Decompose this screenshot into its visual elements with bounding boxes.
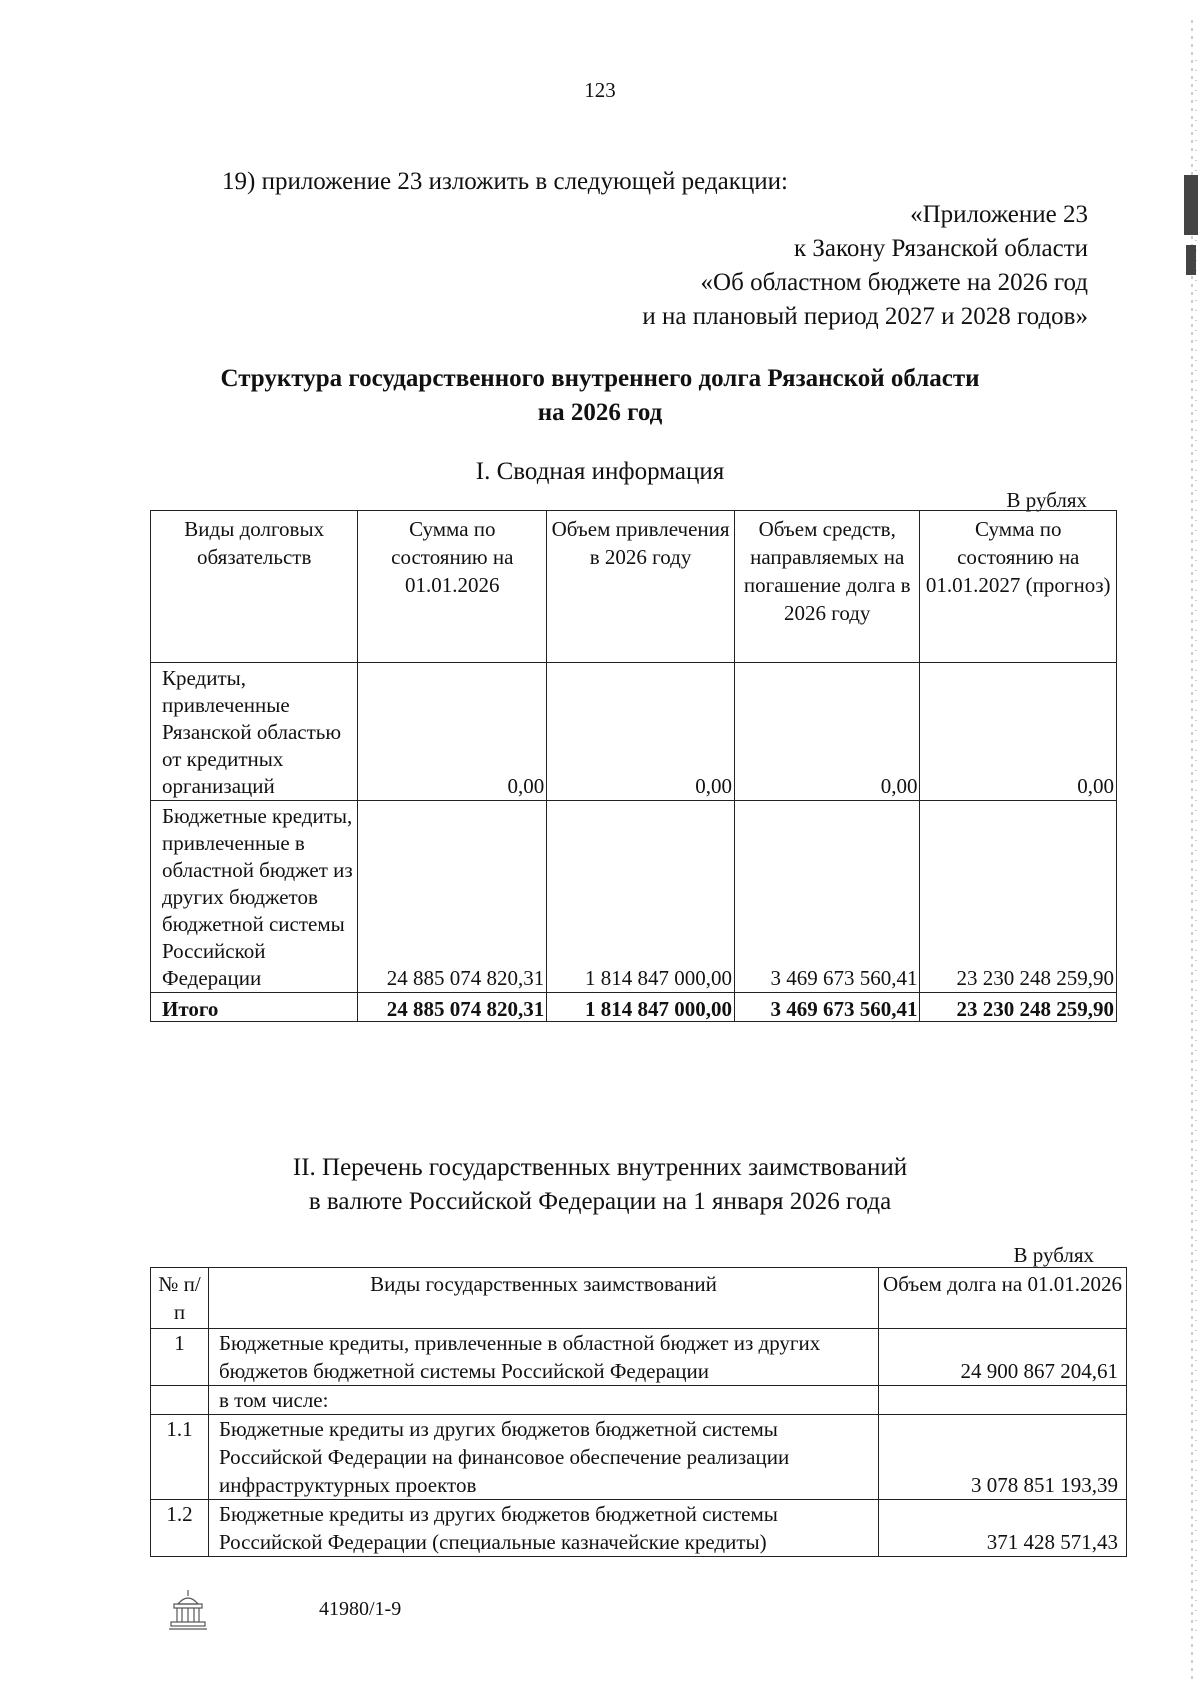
amendment-intro: 19) приложение 23 изложить в следующей редакции: [222, 168, 788, 195]
row-value [879, 1386, 1127, 1415]
table-header-row [151, 1268, 1127, 1329]
row-name: Бюджетные кредиты, привлеченные в областной бюджет из других бюджетов бюджетной системы Российской Федерации [209, 1329, 879, 1386]
column-header-name: Виды государственных заимствований [209, 1268, 879, 1329]
legislature-building-icon [168, 1588, 208, 1632]
section-1-heading: I. Сводная информация [475, 458, 725, 485]
total-label: Итого [151, 993, 358, 1022]
document-title [0, 362, 1200, 430]
appendix-line: к Закону Рязанской области [794, 235, 1088, 262]
scan-edge-marks [1170, 0, 1200, 1695]
row-name: в том числе: [209, 1386, 879, 1415]
column-header: Объем средств, направляемых на погашение долга в 2026 году [734, 511, 920, 663]
cell-value: 0,00 [358, 663, 547, 801]
appendix-line: «Приложение 23 [910, 201, 1088, 228]
table-header-row [151, 511, 1117, 663]
section-2-heading [0, 1151, 1200, 1219]
title-line: Структура государственного внутреннего долга Рязанской области [220, 365, 980, 392]
table-row [151, 1415, 1127, 1500]
table-row [151, 801, 1117, 993]
title-line: на 2026 год [537, 399, 663, 426]
units-label: В рублях [1006, 488, 1087, 512]
total-value: 3 469 673 560,41 [734, 993, 920, 1022]
cell-value: 0,00 [734, 663, 920, 801]
cell-value: 3 469 673 560,41 [734, 801, 920, 993]
heading-line: II. Перечень государственных внутренних заимствований [292, 1154, 908, 1181]
appendix-line: и на плановый период 2027 и 2028 годов» [642, 303, 1088, 330]
cell-value: 0,00 [547, 663, 735, 801]
column-header: Виды долговых обязательств [151, 511, 358, 663]
page-number: 123 [584, 78, 616, 102]
row-value: 371 428 571,43 [879, 1500, 1127, 1557]
column-header: Сумма по состоянию на 01.01.2026 [358, 511, 547, 663]
heading-line: в валюте Российской Федерации на 1 января 2026 года [308, 1188, 892, 1215]
appendix-line: «Об областном бюджете на 2026 год [700, 269, 1088, 296]
units-label: В рублях [1013, 1243, 1094, 1267]
row-value: 3 078 851 193,39 [879, 1415, 1127, 1500]
column-header-value: Объем долга на 01.01.2026 [879, 1268, 1127, 1329]
total-value: 1 814 847 000,00 [547, 993, 735, 1022]
cell-value: 1 814 847 000,00 [547, 801, 735, 993]
row-value: 24 900 867 204,61 [879, 1329, 1127, 1386]
document-code: 41980/1-9 [319, 1598, 402, 1620]
row-label: Бюджетные кредиты, привлеченные в областной бюджет из других бюджетов бюджетной системы Российской Федерации [151, 801, 358, 993]
row-number: 1 [151, 1329, 209, 1386]
column-header: Объем привлечения в 2026 году [547, 511, 735, 663]
appendix-reference [642, 198, 1088, 334]
total-value: 24 885 074 820,31 [358, 993, 547, 1022]
row-number: 1.2 [151, 1500, 209, 1557]
row-name: Бюджетные кредиты из других бюджетов бюджетной системы Российской Федерации на финансовое обеспечение реализации инфраструктурных проектов [209, 1415, 879, 1500]
row-number [151, 1386, 209, 1415]
cell-value: 24 885 074 820,31 [358, 801, 547, 993]
total-row [151, 993, 1117, 1022]
row-label: Кредиты, привлеченные Рязанской областью от кредитных организаций [151, 663, 358, 801]
table-row [151, 1386, 1127, 1415]
table-row [151, 1329, 1127, 1386]
column-header: Сумма по состоянию на 01.01.2027 (прогноз) [920, 511, 1117, 663]
column-header-number: № п/п [151, 1268, 209, 1329]
borrowings-table [150, 1267, 1127, 1557]
summary-table [150, 510, 1117, 1022]
row-name: Бюджетные кредиты из других бюджетов бюджетной системы Российской Федерации (специальные казначейские кредиты) [209, 1500, 879, 1557]
table-row [151, 663, 1117, 801]
total-value: 23 230 248 259,90 [920, 993, 1117, 1022]
row-number: 1.1 [151, 1415, 209, 1500]
cell-value: 23 230 248 259,90 [920, 801, 1117, 993]
cell-value: 0,00 [920, 663, 1117, 801]
table-row [151, 1500, 1127, 1557]
